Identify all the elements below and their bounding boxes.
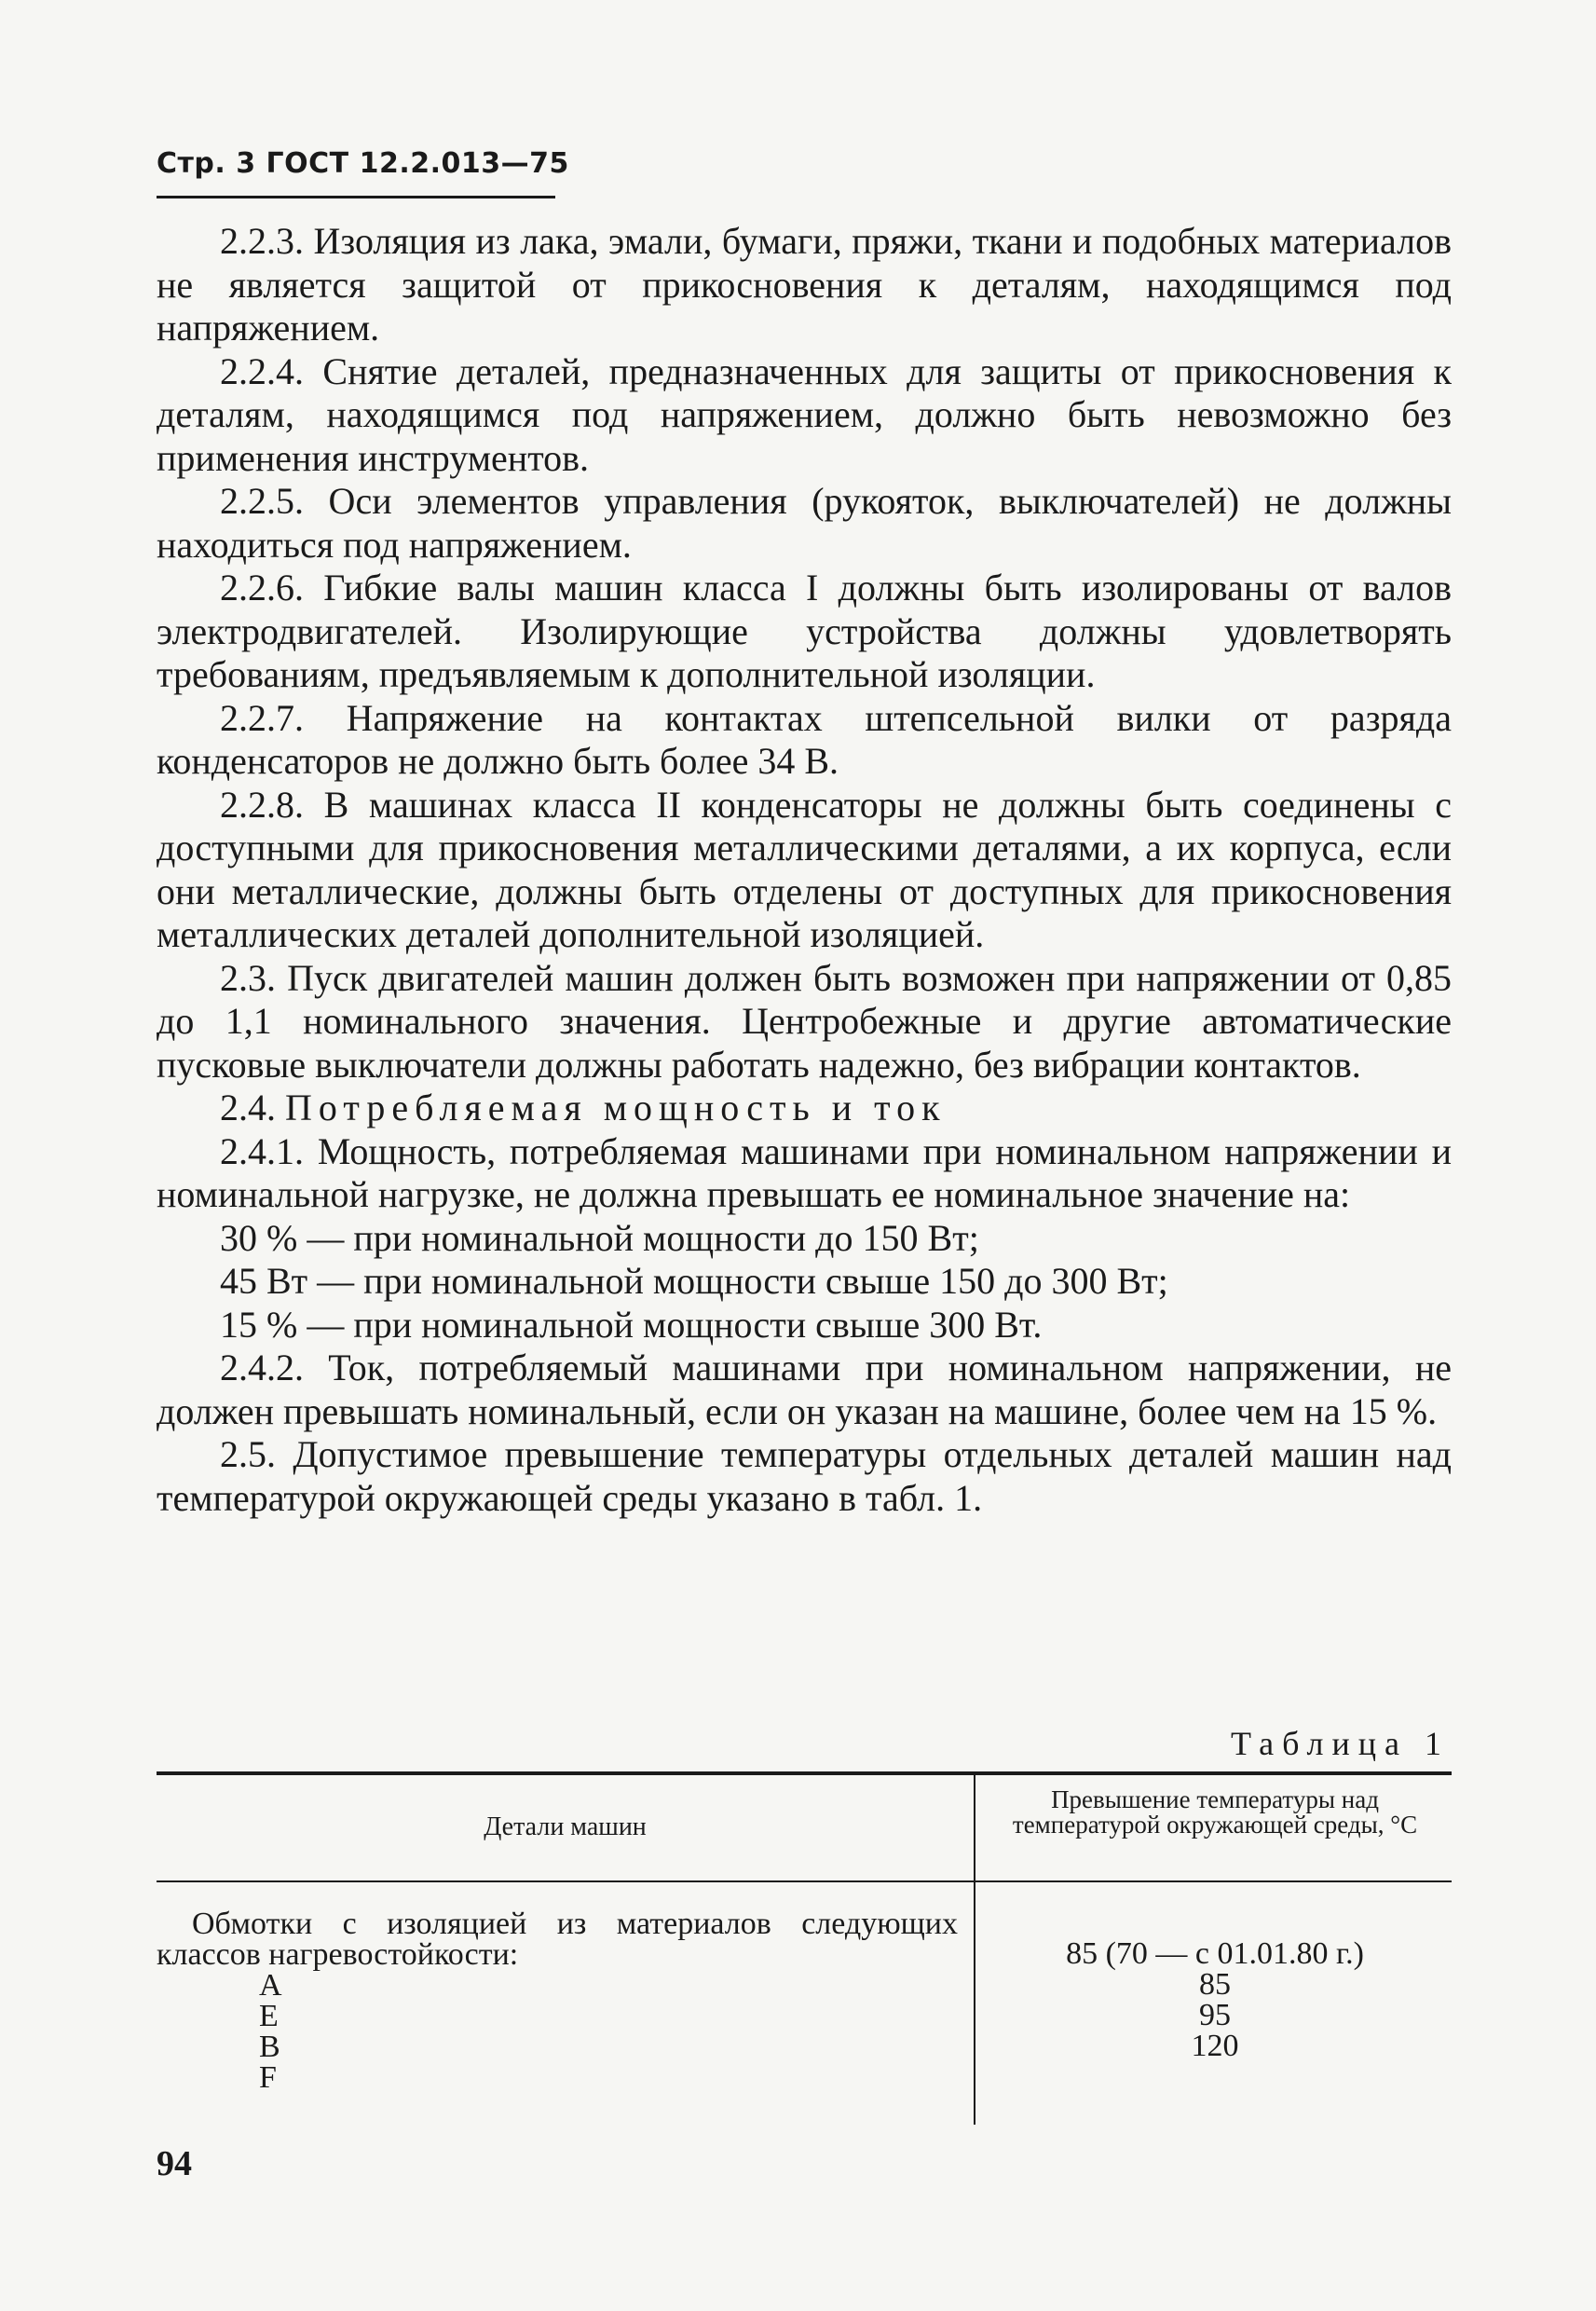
table-value-f: 120 (1191, 2029, 1239, 2063)
table-cell-parts (157, 1908, 958, 2093)
list-item-45w: 45 Вт — при номинальной мощности свыше 150 до 300 Вт; (220, 1260, 1168, 1302)
table-value-e: 85 (1199, 1967, 1231, 2002)
table-header-rule (157, 1880, 1452, 1882)
paragraph-2-4-2: 2.4.2. Ток, потребляемый машинами при номинальном напряжении, не должен превышать номинальный, если он указан на машине, более чем на 15 %. (157, 1347, 1452, 1432)
paragraph-2-2-5: 2.2.5. Оси элементов управления (рукояток, выключателей) не должны находиться под напряжением. (157, 480, 1452, 566)
table-column-divider (974, 1775, 975, 2125)
paragraph-2-2-7: 2.2.7. Напряжение на контактах штепсельной вилки от разряда конденсаторов не должно быть более 34 В. (157, 696, 1452, 782)
table-row-lead: Обмотки с изоляцией из материалов следующих классов нагревостойкости: (157, 1907, 958, 1972)
list-item-15pct: 15 % — при номинальной мощности свыше 300 Вт. (220, 1303, 1043, 1346)
table-cell-temperature (978, 1938, 1452, 2061)
table-top-rule (157, 1771, 1452, 1775)
page-number: 94 (157, 2144, 192, 2183)
section-number: 2.4. (220, 1087, 276, 1128)
list-item-30pct: 30 % — при номинальной мощности до 150 Вт; (220, 1216, 979, 1259)
table-class-f: F (259, 2060, 277, 2095)
paragraph-2-2-4: 2.2.4. Снятие деталей, предназначенных для защиты от прикосновения к деталям, находящимся под напряжением, должно быть невозможно без применения инструментов. (157, 349, 1452, 479)
table-header-temperature: Превышение температуры над температурой окружающей среды, °С (1012, 1785, 1418, 1839)
section-heading-2-4 (157, 1087, 1452, 1130)
paragraph-2-2-3: 2.2.3. Изоляция из лака, эмали, бумаги, пряжи, ткани и подобных материалов не является защитой от прикосновения к деталям, находящимся под напряжением. (157, 220, 1452, 349)
table-class-a: А (259, 1968, 282, 2003)
paragraph-2-2-6: 2.2.6. Гибкие валы машин класса I должны быть изолированы от валов электродвигателей. Изолирующие устройства должны удовлетворять требованиям, предъявляемым к дополнительной изоляции. (157, 567, 1452, 695)
paragraph-2-2-8: 2.2.8. В машинах класса II конденсаторы не должны быть соединены с доступными для прикосновения металлическими деталями, а их корпуса, если они металлические, должны быть отделены от доступных для прикосновения металлических деталей дополнительной изоляцией. (157, 783, 1452, 955)
body-text (157, 220, 1452, 1520)
section-title: Потребляемая мощность и ток (285, 1087, 947, 1128)
paragraph-2-5: 2.5. Допустимое превышение температуры отдельных деталей машин над температурой окружающей среды указано в табл. 1. (157, 1433, 1452, 1519)
table-caption: Таблица 1 (1231, 1725, 1450, 1762)
table-header-parts: Детали машин (484, 1812, 647, 1841)
paragraph-2-3: 2.3. Пуск двигателей машин должен быть возможен при напряжении от 0,85 до 1,1 номинального значения. Центробежные и другие автоматические пусковые выключатели должны работать надежно, без вибрации контактов. (157, 956, 1452, 1086)
header-rule (157, 196, 555, 198)
table-value-b: 95 (1199, 1998, 1231, 2032)
table-class-e: Е (259, 1999, 279, 2033)
page-header: Стр. 3 ГОСТ 12.2.013—75 (157, 147, 569, 180)
table-class-b: В (259, 2030, 280, 2064)
table-value-a: 85 (70 — с 01.01.80 г.) (1066, 1936, 1364, 1971)
paragraph-2-4-1: 2.4.1. Мощность, потребляемая машинами при номинальном напряжении и номинальной нагрузке, не должна превышать ее номинальное значение на: (157, 1129, 1452, 1215)
